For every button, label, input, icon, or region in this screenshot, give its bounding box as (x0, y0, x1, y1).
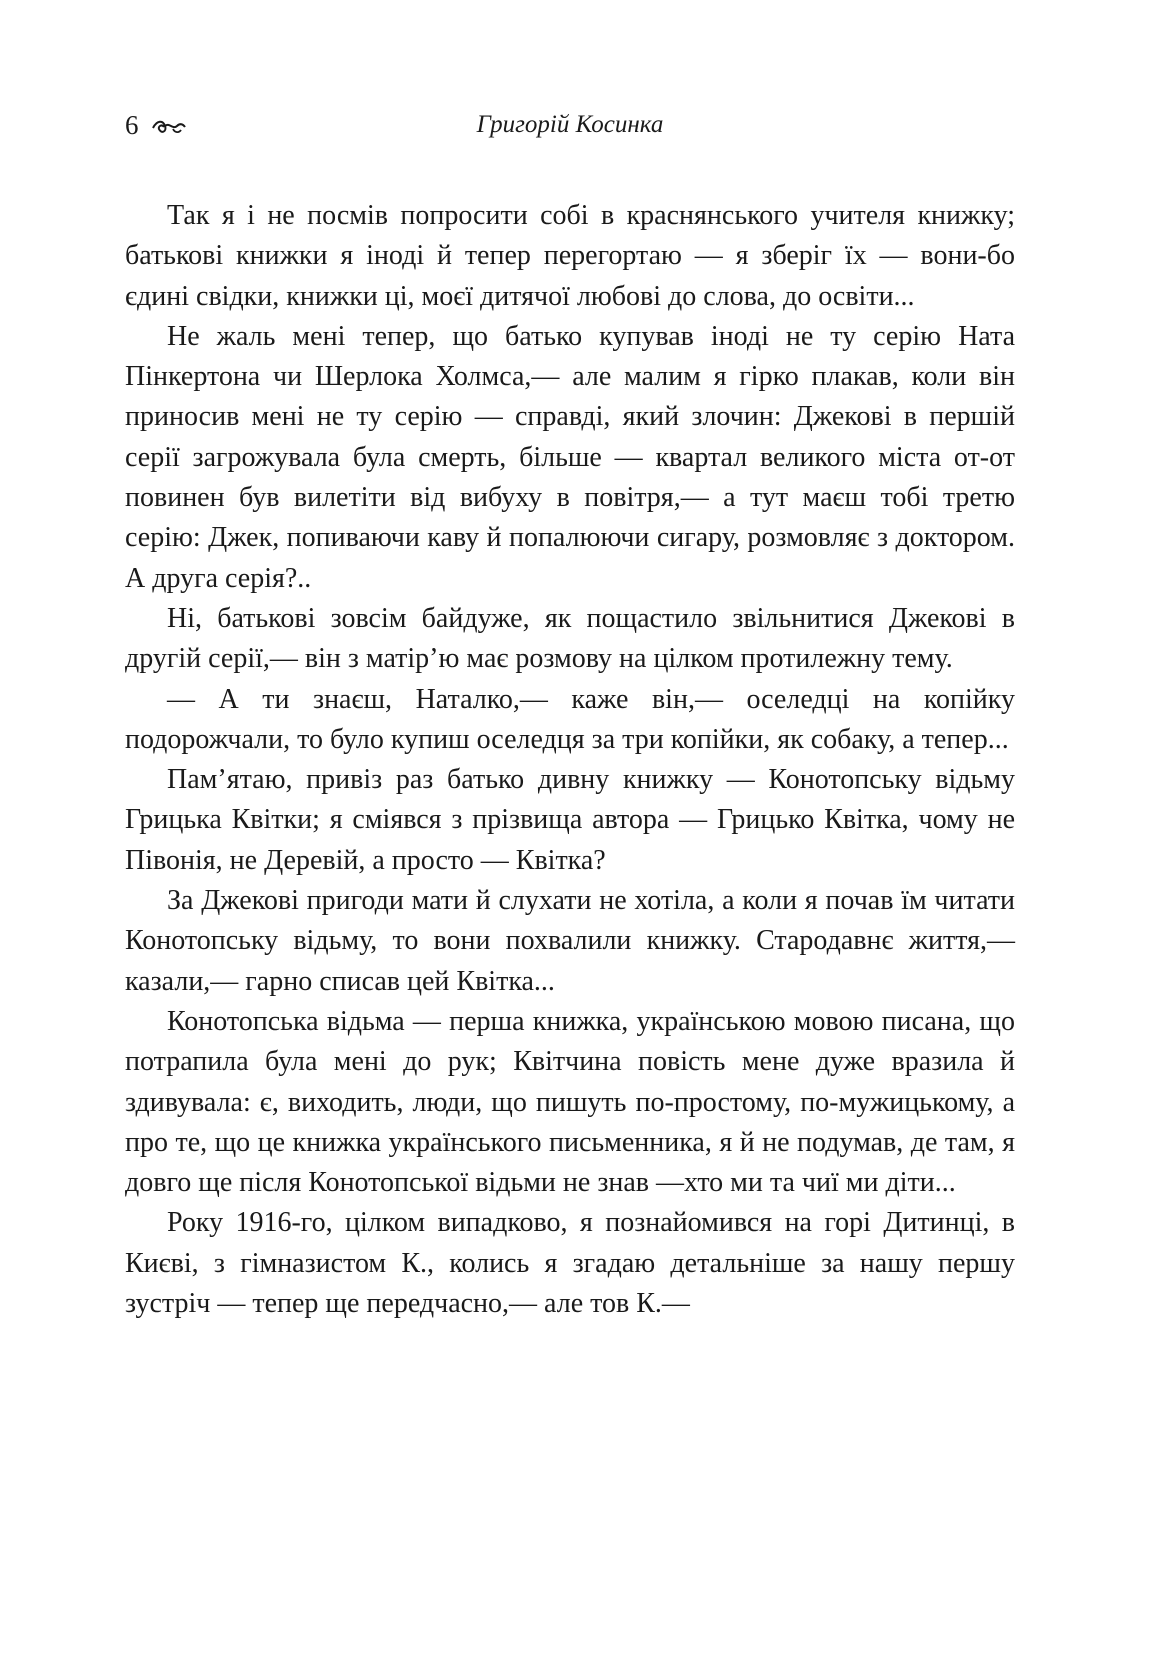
paragraph: Не жаль мені тепер, що батько купував іноді не ту серію Ната Пінкертона чи Шерлока Холмса,— але малим я гірко плакав, коли він приносив мені не ту серію — справді, який злочин: Джекові в першій серії загрожувала була смерть, більше — квартал великого міста от-от повинен був вилетіти від вибуху в повітря,— а тут маєш тобі третю серію: Джек, попиваючи каву й попалюючи сигару, розмовляє з доктором. А друга серія?.. (125, 320, 1015, 594)
paragraph: — А ти знаєш, Наталко,— каже він,— оселедці на копійку подорожчали, то було купиш оселедця за три копійки, як собаку, а тепер... (125, 683, 1015, 755)
paragraph: Так я і не посмів попросити собі в краснянського учителя книжку; батькові книжки я іноді й тепер перегортаю — я зберіг їх — вони-бо єдині свідки, книжки ці, моєї дитячої любові до слова, до освіти... (125, 200, 1015, 312)
running-title: Григорій Косинка (476, 111, 664, 138)
paragraph: Пам’ятаю, привіз раз батько дивну книжку — Конотопську відьму Грицька Квітки; я сміявся з прізвища автора — Грицько Квітка, чому не Півонія, не Деревій, а просто — Квітка? (125, 764, 1015, 876)
paragraph: За Джекові пригоди мати й слухати не хотіла, а коли я почав їм читати Конотопську відьму, то вони похвалили книжку. Стародавнє життя,— казали,— гарно списав цей Квітка... (125, 885, 1015, 997)
body-text (125, 196, 1015, 1324)
paragraph: Ні, батькові зовсім байдуже, як пощастило звільнитися Джекові в другій серії,— він з матір’ю має розмову на цілком протилежну тему. (125, 602, 1015, 675)
page-number: 6 (125, 110, 139, 140)
paragraph: Конотопська відьма — перша книжка, українською мовою писана, що потрапила була мені до рук; Квітчина повість мене дуже вразила й здивувала: є, виходить, люди, що пишуть по-простому, по-мужицькому, а про те, що це книжка українського письменника, я й не подумав, де там, я довго ще після Конотопської відьми не знав —хто ми та чиї ми діти... (125, 1005, 1015, 1199)
page-header (125, 108, 1015, 148)
paragraph: Року 1916-го, цілком випадково, я познайомився на горі Дитинці, в Києві, з гімназистом К., колись я згадаю детальніше за нашу першу зустріч — тепер ще передчасно,— але тов К.— (125, 1207, 1015, 1320)
